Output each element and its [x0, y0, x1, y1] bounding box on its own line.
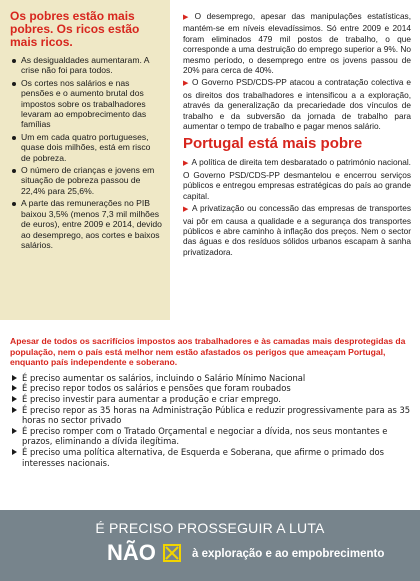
- right-column: [183, 11, 411, 259]
- footer-tagline: à exploração e ao empobrecimento: [192, 548, 385, 560]
- sidebar-item: Um em cada quatro portugueses, quase dois milhões, está em risco de pobreza.: [10, 132, 162, 163]
- intro-text: Apesar de todos os sacrifícios impostos aos trabalhadores e às camadas mais desprotegidas da população, nem o país está melhor nem estão afastados os perigos que ameaçam Portugal, enquanto país independente e soberano.: [10, 336, 406, 368]
- sidebar-list: [10, 55, 162, 250]
- paragraph: ▶ O desemprego, apesar das manipulações estatísticas, mantém-se em níveis elevadíssimos. Só entre 2009 e 2014 foram eliminados 479 mil postos de trabalho, o que corresponde a uma destruição do emprego superior a 9%. No mesmo período, o desemprego entre os jovens passou de 20% para cerca de 40%.: [183, 11, 412, 76]
- demand-item: É preciso uma política alternativa, de Esquerda e Soberana, que afirme o primado dos interesses nacionais.: [10, 447, 412, 468]
- demands-list: [10, 373, 412, 468]
- demand-item: É preciso repor as 35 horas na Administração Pública e reduzir progressivamente para as 35 horas no sector privado: [10, 405, 412, 426]
- paragraph: ▶ A privatização ou concessão das empresas de transportes vai pôr em causa a qualidade e a segurança dos transportes públicos e abre caminho à inflação dos preços. Nem o sector das águas e dos resíduos sólidos urbanos escapam à sanha privatizadora.: [183, 203, 412, 257]
- demand-item: É preciso repor todos os salários e pensões que foram roubados: [10, 383, 412, 394]
- sidebar-box: [0, 0, 170, 320]
- demands-section: [10, 336, 412, 468]
- triangle-bullet-icon: ▶: [183, 160, 189, 168]
- demand-item: É preciso romper com o Tratado Orçamental e negociar a dívida, nos seus montantes e prazos, eliminando a dívida ilegítima.: [10, 426, 412, 447]
- demand-item: É preciso investir para aumentar a produção e criar emprego.: [10, 394, 412, 405]
- sidebar-item: O número de crianças e jovens em situação de pobreza passou de 22,4% para 25,6%.: [10, 165, 162, 196]
- footer-slogan: É PRECISO PROSSEGUIR A LUTA: [95, 520, 325, 536]
- triangle-bullet-icon: ▶: [183, 206, 189, 214]
- footer-nao: NÃO: [107, 540, 156, 565]
- triangle-bullet-icon: ▶: [183, 80, 189, 88]
- demand-item: É preciso aumentar os salários, incluindo o Salário Mínimo Nacional: [10, 373, 412, 384]
- sidebar-item: A parte das remunerações no PIB baixou 3,5% (menos 7,3 mil milhões de euros), entre 2009 e 2014, devido ao desemprego, aos cortes e baixos salários.: [10, 198, 162, 250]
- checkbox-cross-icon: [163, 544, 181, 562]
- footer-banner: [0, 510, 420, 581]
- triangle-bullet-icon: ▶: [183, 14, 192, 21]
- sidebar-item: Os cortes nos salários e nas pensões e o aumento brutal dos impostos sobre os trabalhadores levaram ao empobrecimento das famílias: [10, 78, 162, 130]
- cross-mark-icon: [165, 546, 179, 560]
- sidebar-title: Os pobres estão mais pobres. Os ricos estão mais ricos.: [10, 9, 140, 49]
- paragraph: ▶ A política de direita tem desbaratado o património nacional. O Governo PSD/CDS-PP desmantelou e encerrou serviços públicos e entregou empresas estratégicas do país ao grande capital.: [183, 157, 411, 201]
- sidebar-item: As desigualdades aumentaram. A crise não foi para todos.: [10, 55, 162, 76]
- paragraph: ▶ O Governo PSD/CDS-PP atacou a contratação colectiva e os direitos dos trabalhadores e intensificou a a exploração, através da generalização da precariedade dos vínculos de trabalho e da subversão da jornada de trabalho para aumentar o tempo de trabalho e pagar menos salário.: [183, 77, 411, 132]
- section-heading: Portugal está mais pobre: [183, 135, 363, 153]
